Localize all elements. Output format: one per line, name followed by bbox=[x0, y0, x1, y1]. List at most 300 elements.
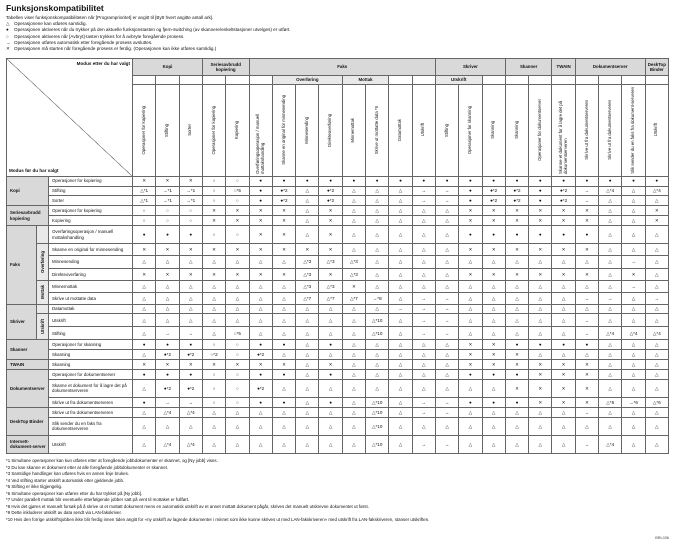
compat-cell: ✕ bbox=[482, 268, 505, 280]
compat-cell: △ bbox=[296, 186, 319, 196]
compat-cell: ✕ bbox=[226, 216, 249, 226]
compat-cell: ● bbox=[133, 397, 156, 407]
compat-cell: △ bbox=[389, 435, 412, 453]
compat-cell: △*3 bbox=[319, 256, 342, 268]
compat-cell: △ bbox=[645, 340, 668, 350]
row-label: Kopiering bbox=[49, 216, 133, 226]
compat-cell: ● bbox=[529, 186, 552, 196]
legend-symbol: → bbox=[6, 39, 11, 45]
compat-cell: △ bbox=[179, 280, 202, 292]
compat-cell: ○ bbox=[133, 216, 156, 226]
subgroup-mottak: Mottak bbox=[342, 75, 389, 84]
compat-cell: △ bbox=[622, 304, 645, 314]
compat-cell: ✕ bbox=[319, 268, 342, 280]
compat-cell: ✕ bbox=[179, 244, 202, 256]
compat-cell: △ bbox=[599, 314, 622, 327]
header-spacer bbox=[412, 75, 435, 84]
compat-cell: △ bbox=[552, 256, 575, 268]
compat-cell: △ bbox=[272, 349, 295, 359]
compat-cell: △ bbox=[366, 268, 389, 280]
compat-cell: △ bbox=[599, 340, 622, 350]
column-label: Utskrift bbox=[420, 123, 426, 137]
compat-cell: →*1 bbox=[179, 186, 202, 196]
compat-cell: △ bbox=[412, 206, 435, 216]
compat-cell: △ bbox=[482, 379, 505, 397]
compat-cell: △ bbox=[389, 256, 412, 268]
table-row bbox=[7, 417, 669, 435]
compat-cell: △ bbox=[552, 280, 575, 292]
table-row bbox=[7, 379, 669, 397]
table-row bbox=[7, 340, 669, 350]
corner-cell bbox=[7, 59, 133, 177]
row-label: Minnemottak bbox=[49, 280, 133, 292]
compat-cell: △ bbox=[622, 340, 645, 350]
compat-cell: ✕ bbox=[319, 244, 342, 256]
compat-cell: △ bbox=[366, 206, 389, 216]
compat-cell: ✕ bbox=[226, 268, 249, 280]
column-label: Skanning bbox=[490, 121, 496, 140]
header-spacer bbox=[552, 75, 575, 84]
compat-cell: △ bbox=[459, 417, 482, 435]
compat-cell: △ bbox=[202, 256, 225, 268]
compat-cell: △ bbox=[179, 304, 202, 314]
compat-cell: ✕ bbox=[272, 226, 295, 244]
compat-cell: △ bbox=[366, 369, 389, 379]
compat-cell: △ bbox=[296, 369, 319, 379]
compat-cell: ○*2 bbox=[202, 349, 225, 359]
compat-cell: △ bbox=[272, 379, 295, 397]
compat-cell: ○ bbox=[226, 379, 249, 397]
compat-cell: ● bbox=[133, 369, 156, 379]
compat-cell: ● bbox=[342, 176, 365, 186]
compat-cell: △ bbox=[459, 256, 482, 268]
row-label: Operasjoner for dokumentserver bbox=[49, 369, 133, 379]
intro-text: Operasjonen må startes når foregående prosess er ferdig. (Operasjonen kan ikke utføres samtidig.) bbox=[14, 46, 217, 52]
compat-cell: ✕ bbox=[529, 268, 552, 280]
compat-cell: ○ bbox=[179, 206, 202, 216]
compat-cell: △*4 bbox=[645, 327, 668, 340]
compat-cell: △ bbox=[529, 314, 552, 327]
compat-cell: → bbox=[412, 304, 435, 314]
compat-cell: ● bbox=[272, 340, 295, 350]
compat-cell: ✕ bbox=[133, 244, 156, 256]
compat-cell: ● bbox=[552, 226, 575, 244]
group-header: TWAIN bbox=[552, 59, 575, 76]
subgroup-utskrift: Utskrift bbox=[435, 75, 482, 84]
compat-cell: △ bbox=[296, 304, 319, 314]
footnote: *3 Samtidige handlinger kan utføres hvis en annen linje brukes. bbox=[6, 471, 130, 476]
compat-cell: ○ bbox=[133, 206, 156, 216]
compat-cell: △ bbox=[319, 435, 342, 453]
compat-cell: △ bbox=[575, 349, 598, 359]
compat-cell: ✕ bbox=[482, 349, 505, 359]
column-header bbox=[133, 84, 156, 176]
compat-cell: △ bbox=[622, 417, 645, 435]
compat-cell: △ bbox=[622, 359, 645, 369]
compat-cell: ● bbox=[179, 340, 202, 350]
compat-cell: ✕ bbox=[202, 268, 225, 280]
group-header: Seriesavbrudd kopiering bbox=[202, 59, 249, 76]
compat-cell: ✕ bbox=[552, 397, 575, 407]
compat-cell: → bbox=[389, 304, 412, 314]
table-row bbox=[7, 407, 669, 417]
intro-line bbox=[6, 46, 666, 52]
compat-cell: △ bbox=[296, 206, 319, 216]
compat-cell: ✕ bbox=[156, 359, 179, 369]
compat-cell: △*4 bbox=[156, 435, 179, 453]
compat-cell: △*4 bbox=[645, 186, 668, 196]
compat-cell: △ bbox=[412, 359, 435, 369]
compat-cell: △ bbox=[645, 379, 668, 397]
column-label: Skrive ut mottatte data *9 bbox=[373, 105, 379, 155]
row-subgroup-label bbox=[37, 314, 49, 340]
compatibility-table bbox=[6, 58, 669, 454]
compat-cell: △ bbox=[389, 196, 412, 206]
footnote: *10 Hvis den forrige utskriftsjobben ikke blir ferdig innen tiden angitt for «ny utskrift av lagrede dokumenter i minnet som ikke kunne skrives ut med LAN-fakskriveren» med utskrift fra LAN-fakskriveren, stanser utskriften. bbox=[6, 516, 430, 522]
row-label: Direkteoverføring bbox=[49, 268, 133, 280]
compat-cell: △*1 bbox=[133, 186, 156, 196]
intro-text: Operasjonen aktiveres når du trykker på den aktuelle funksjonstasten og fjern-switching (av skannere/enkeltstasjoner utvelges) er utført. bbox=[14, 27, 291, 33]
compat-cell: △ bbox=[529, 304, 552, 314]
compat-cell: ✕ bbox=[482, 216, 505, 226]
compat-cell: △ bbox=[435, 226, 458, 244]
intro-legend bbox=[6, 15, 666, 52]
compat-cell: △ bbox=[366, 280, 389, 292]
compat-cell: △ bbox=[366, 359, 389, 369]
compat-cell: △ bbox=[552, 304, 575, 314]
column-label: Operasjoner for kopiering bbox=[140, 105, 146, 155]
compat-cell: △ bbox=[319, 304, 342, 314]
compat-cell: △*10 bbox=[366, 407, 389, 417]
compat-cell: ● bbox=[529, 196, 552, 206]
compat-cell: → bbox=[412, 314, 435, 327]
row-label: Operasjoner for kopiering bbox=[49, 176, 133, 186]
footnote: *4 Ved stifting starter utskrift automatisk etter gjeldende jobb. bbox=[6, 477, 125, 483]
compat-cell: ●*2 bbox=[319, 196, 342, 206]
compat-cell: △ bbox=[389, 359, 412, 369]
compat-cell: → bbox=[435, 314, 458, 327]
compat-cell: ✕ bbox=[249, 216, 272, 226]
compat-cell: △ bbox=[552, 407, 575, 417]
compat-cell: → bbox=[622, 256, 645, 268]
compat-cell: ✕ bbox=[226, 244, 249, 256]
column-header bbox=[645, 84, 668, 176]
compat-cell: ●*2 bbox=[272, 196, 295, 206]
compat-cell: → bbox=[575, 196, 598, 206]
compat-cell: △ bbox=[226, 314, 249, 327]
compat-cell: △ bbox=[342, 359, 365, 369]
compat-cell: ● bbox=[575, 226, 598, 244]
compat-cell: △ bbox=[319, 417, 342, 435]
compat-cell: ✕ bbox=[529, 359, 552, 369]
compat-cell: △ bbox=[412, 340, 435, 350]
compat-cell: △ bbox=[319, 327, 342, 340]
compat-cell: △ bbox=[296, 216, 319, 226]
compat-cell: △ bbox=[599, 226, 622, 244]
compat-cell: △ bbox=[505, 435, 528, 453]
compat-cell: △ bbox=[366, 340, 389, 350]
column-header bbox=[575, 84, 598, 176]
compat-cell: △ bbox=[342, 379, 365, 397]
compat-cell: ● bbox=[459, 176, 482, 186]
compat-cell: ● bbox=[249, 176, 272, 186]
compat-cell: △ bbox=[296, 226, 319, 244]
group-header: Dokumentserver bbox=[575, 59, 645, 76]
compat-cell: ✕ bbox=[226, 206, 249, 216]
compat-cell: △ bbox=[202, 417, 225, 435]
intro-text: Operasjonen aktiveres når [Avbryt]-tasten trykkes for å avbryte foregående prosess. bbox=[14, 33, 185, 39]
compat-cell: △ bbox=[156, 292, 179, 304]
compat-cell: △ bbox=[599, 407, 622, 417]
compat-cell: △ bbox=[342, 435, 365, 453]
compat-cell: △ bbox=[389, 280, 412, 292]
column-label: Skrive ut fra dokumentserveren bbox=[583, 100, 589, 160]
compat-cell: ○ bbox=[156, 206, 179, 216]
compat-cell: △ bbox=[389, 349, 412, 359]
column-label: Operasjoner for skanning bbox=[466, 105, 472, 155]
column-header bbox=[156, 84, 179, 176]
compat-cell: ✕ bbox=[272, 268, 295, 280]
compat-cell: △ bbox=[599, 268, 622, 280]
compat-cell: △*7 bbox=[342, 292, 365, 304]
compat-cell: ● bbox=[552, 340, 575, 350]
compat-cell: △ bbox=[622, 186, 645, 196]
compat-cell: ●*2 bbox=[319, 186, 342, 196]
compat-cell: △ bbox=[366, 216, 389, 226]
compat-cell: △ bbox=[552, 327, 575, 340]
compat-cell: △ bbox=[645, 304, 668, 314]
compat-cell: ✕ bbox=[505, 244, 528, 256]
compat-cell: → bbox=[435, 304, 458, 314]
compat-cell: △ bbox=[389, 186, 412, 196]
column-label: Sorter bbox=[187, 124, 193, 136]
column-header bbox=[552, 84, 575, 176]
table-row bbox=[7, 186, 669, 196]
compat-cell: ✕ bbox=[575, 369, 598, 379]
compat-cell: ✕ bbox=[529, 216, 552, 226]
compat-cell: △ bbox=[435, 379, 458, 397]
compat-cell: △ bbox=[622, 314, 645, 327]
compat-cell: △ bbox=[133, 435, 156, 453]
compat-cell: △ bbox=[482, 417, 505, 435]
compat-cell: →*1 bbox=[179, 196, 202, 206]
row-label: Minnesending bbox=[49, 256, 133, 268]
compat-cell: → bbox=[575, 314, 598, 327]
compat-cell: △ bbox=[599, 369, 622, 379]
compat-cell: ○ bbox=[202, 196, 225, 206]
compat-cell: △ bbox=[342, 244, 365, 256]
compat-cell: ✕ bbox=[133, 359, 156, 369]
compat-cell: ● bbox=[459, 186, 482, 196]
column-label: Skanne en original for minnesending bbox=[280, 95, 286, 165]
compat-cell: △ bbox=[342, 349, 365, 359]
compat-cell: △ bbox=[389, 206, 412, 216]
compat-cell: ● bbox=[575, 340, 598, 350]
compat-cell: ○ bbox=[226, 176, 249, 186]
compat-cell: △ bbox=[342, 407, 365, 417]
row-subgroup-text: Overføring bbox=[39, 251, 45, 274]
table-row bbox=[7, 206, 669, 216]
table-row bbox=[7, 216, 669, 226]
row-label: Skrive ut fra dokumentserveren bbox=[49, 407, 133, 417]
compat-cell: ●*2 bbox=[272, 186, 295, 196]
group-header: DeskTop Binder bbox=[645, 59, 668, 76]
row-label: Skanning bbox=[49, 359, 133, 369]
compat-cell: △ bbox=[272, 417, 295, 435]
compat-cell: △ bbox=[272, 327, 295, 340]
compat-cell: △ bbox=[272, 280, 295, 292]
compat-cell: △*10 bbox=[366, 397, 389, 407]
compat-cell: → bbox=[412, 186, 435, 196]
compat-cell: → bbox=[435, 186, 458, 196]
column-header bbox=[202, 84, 225, 176]
compat-cell: △ bbox=[156, 304, 179, 314]
table-row bbox=[7, 292, 669, 304]
compat-cell: △ bbox=[272, 435, 295, 453]
compat-cell: △ bbox=[459, 379, 482, 397]
compat-cell: △ bbox=[249, 280, 272, 292]
legend-symbol: ○ bbox=[6, 33, 9, 39]
column-header bbox=[435, 84, 458, 176]
compat-cell: ✕ bbox=[179, 176, 202, 186]
compat-cell: △ bbox=[599, 280, 622, 292]
compat-cell: △ bbox=[272, 314, 295, 327]
footnote: *1 Simultane operasjoner kan kun utføres etter at foregående jobbdokumenter er skannet, og [Ny jobb] vises. bbox=[6, 458, 218, 463]
compat-cell: △ bbox=[645, 407, 668, 417]
compat-cell: △*7 bbox=[296, 292, 319, 304]
column-label: Operasjoner for kopiering bbox=[210, 105, 216, 155]
compat-cell: △ bbox=[249, 256, 272, 268]
row-label: Slik sender du en faks fra dokumentserveren bbox=[49, 417, 133, 435]
compat-cell: △ bbox=[412, 379, 435, 397]
intro-text: Operasjonen utføres automatisk etter foregående prosess avsluttes. bbox=[14, 39, 153, 45]
compat-cell: △ bbox=[133, 292, 156, 304]
compat-cell: ○ bbox=[179, 216, 202, 226]
compat-cell: ✕ bbox=[529, 397, 552, 407]
compat-cell: ✕ bbox=[202, 206, 225, 216]
row-subgroup-text: Mottak bbox=[39, 285, 45, 300]
row-label: Skanne en original for minnesending bbox=[49, 244, 133, 256]
compat-cell: △ bbox=[435, 280, 458, 292]
compat-cell: △ bbox=[389, 292, 412, 304]
compat-cell: △ bbox=[435, 216, 458, 226]
compat-cell: △ bbox=[529, 327, 552, 340]
row-subgroup-text: Utskrift bbox=[39, 319, 45, 335]
compat-cell: △ bbox=[459, 407, 482, 417]
compat-cell: △ bbox=[529, 435, 552, 453]
compat-cell: → bbox=[645, 292, 668, 304]
page-title: Funksjonskompatibilitet bbox=[6, 3, 104, 13]
compat-cell: △ bbox=[505, 314, 528, 327]
compat-cell: △ bbox=[342, 314, 365, 327]
compat-cell: ○ bbox=[202, 226, 225, 244]
compat-cell: ● bbox=[272, 397, 295, 407]
compat-cell: △ bbox=[645, 314, 668, 327]
row-label: Operasjoner for kopiering bbox=[49, 206, 133, 216]
compat-cell: ✕ bbox=[133, 268, 156, 280]
compat-cell: ✕ bbox=[272, 359, 295, 369]
header-spacer bbox=[575, 75, 598, 84]
compat-cell: → bbox=[435, 407, 458, 417]
compat-cell: △ bbox=[412, 280, 435, 292]
compat-cell: △*10 bbox=[366, 327, 389, 340]
compat-cell: △*4 bbox=[179, 435, 202, 453]
compat-cell: △ bbox=[249, 314, 272, 327]
compat-cell: ● bbox=[249, 369, 272, 379]
compat-cell: △ bbox=[319, 407, 342, 417]
legend-symbol: ✕ bbox=[6, 46, 10, 52]
compat-cell: △*4 bbox=[156, 407, 179, 417]
compat-cell: ✕ bbox=[552, 268, 575, 280]
compat-cell: △ bbox=[226, 304, 249, 314]
compat-cell: ● bbox=[482, 369, 505, 379]
compat-cell: ●*2 bbox=[249, 379, 272, 397]
compat-cell: ✕ bbox=[575, 206, 598, 216]
compat-cell: △ bbox=[389, 417, 412, 435]
footnotes bbox=[6, 458, 671, 523]
compat-cell: △ bbox=[342, 327, 365, 340]
compat-cell: ✕ bbox=[482, 206, 505, 216]
row-group-label: Kopi bbox=[7, 176, 49, 206]
compat-cell: ✕ bbox=[505, 359, 528, 369]
footnote: *9 Dette inkluderer utskrift av data sendt via LAN-fakskriver. bbox=[6, 510, 122, 515]
compat-cell: → bbox=[599, 292, 622, 304]
compat-cell: ●*2 bbox=[179, 379, 202, 397]
compat-cell: ✕ bbox=[272, 206, 295, 216]
compat-cell: △ bbox=[412, 369, 435, 379]
compat-cell: △ bbox=[435, 359, 458, 369]
footnote: *8 Hvis det gjøres et manuelt forsøk på å skrive ut et mottatt dokument mens en automatisk utskrift av et annet mottatt dokument pågår, skrives det manuelt utskrevne dokumentet ut først. bbox=[6, 503, 369, 509]
compat-cell: △ bbox=[342, 369, 365, 379]
column-header bbox=[249, 84, 272, 176]
compat-cell: ● bbox=[529, 176, 552, 186]
compat-cell: △ bbox=[645, 196, 668, 206]
compat-cell: △ bbox=[482, 407, 505, 417]
compat-cell: → bbox=[435, 435, 458, 453]
compat-cell: ✕ bbox=[156, 176, 179, 186]
compat-cell: → bbox=[179, 397, 202, 407]
compat-cell: → bbox=[412, 407, 435, 417]
compat-cell: △ bbox=[389, 379, 412, 397]
column-label: Skanne et dokument for å lagre det på dokumentserveren bbox=[557, 101, 568, 175]
column-label: Direkteoverføring bbox=[327, 113, 333, 147]
compat-cell: △ bbox=[435, 244, 458, 256]
group-header: Faks bbox=[249, 59, 435, 76]
compat-cell: → bbox=[435, 292, 458, 304]
compat-cell: △ bbox=[505, 304, 528, 314]
compat-cell: △ bbox=[599, 359, 622, 369]
column-header bbox=[296, 84, 319, 176]
compat-cell: ✕ bbox=[645, 216, 668, 226]
column-header bbox=[482, 84, 505, 176]
compat-cell: ✕ bbox=[319, 359, 342, 369]
table-row bbox=[7, 349, 669, 359]
compat-cell: ✕ bbox=[482, 244, 505, 256]
compat-cell: △ bbox=[622, 369, 645, 379]
compat-cell: ✕ bbox=[226, 359, 249, 369]
column-label: Skrive ut fra dokumentserveren bbox=[606, 100, 612, 160]
compat-cell: △ bbox=[459, 314, 482, 327]
compat-cell: ✕ bbox=[319, 226, 342, 244]
column-label: Minnesending bbox=[303, 116, 309, 144]
compat-cell: ● bbox=[575, 176, 598, 186]
column-label: Minnemottak bbox=[350, 117, 356, 143]
compat-cell: △ bbox=[622, 206, 645, 216]
compat-cell: ✕ bbox=[505, 379, 528, 397]
column-header bbox=[342, 84, 365, 176]
compat-cell: △ bbox=[622, 226, 645, 244]
compat-cell: →*1 bbox=[156, 196, 179, 206]
